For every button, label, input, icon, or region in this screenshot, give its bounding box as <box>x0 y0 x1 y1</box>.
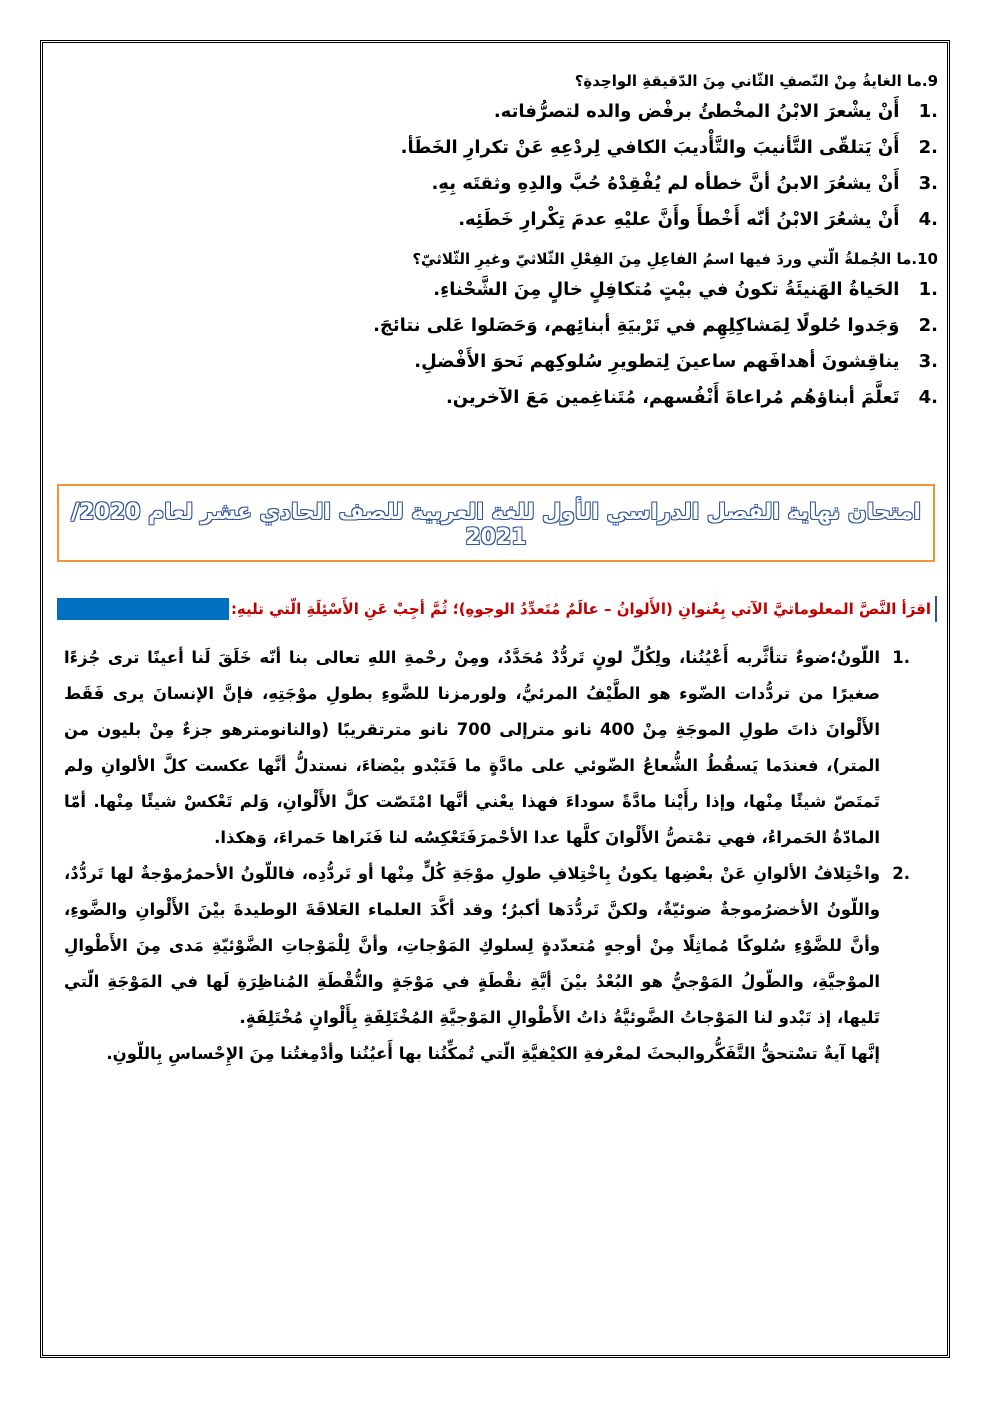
paragraph-number: .2 <box>892 864 910 883</box>
q10-option-1[interactable]: .1 الحَياةُ الهَنيئَةُ تكونُ في بيْتٍ مُتكافِلٍ خالٍ مِنَ الشَّحْناءِ. <box>433 279 938 300</box>
question-10 <box>52 248 938 270</box>
question-number: 9. <box>921 72 938 90</box>
instruction-text: اقرَأ النَّصَّ المعلوماتيَّ الآتي بِعُنوانِ (الأَلوانُ – عالَمٌ مُتَعدِّدُ الوجوهِ)؛ ثُمَّ أجِبْ عَنِ الأَسْئِلَةِ الّتي تليهِ: <box>231 596 937 622</box>
question-9 <box>52 70 938 92</box>
questions-section <box>52 64 938 416</box>
exam-title-box <box>57 484 935 562</box>
passage-paragraph-3: إنَّها آيةٌ تسْتحقُّ التَّفَكُّروالبحثَ لمعْرفةِ الكيْفيَّةِ الّتي تُمكِّنُنا بها أَعيُنُنا وأدْمِغتُنا مِنَ الإِحْساسِ بِاللّونِ. <box>106 1044 880 1063</box>
q9-option-1[interactable]: .1 أَنْ يشْعرَ الابْنُ المخْطئُ برفْض والده لتصرُّفاته. <box>493 101 938 122</box>
q10-option-4[interactable]: .4 تَعلَّمَ أبناؤهُم مُراعاةَ أَنْفُسهم، مُتَناغِمين مَعَ الآخرين. <box>445 387 938 408</box>
passage-paragraph-1: .1 اللّونُ؛ضوءٌ تتأثَّربه أَعْيُنُنا، ولِكُلِّ لونٍ تَردُّدٌ مُحَدَّدٌ، ومِنْ رحْمةِ اللهِ تعالى بنا أنّه خَلَقَ لَنا أعينًا ترى جُزءًا صغيرًا من تردُّدات الضّوء هو الطَّيْفُ المرئيُّ، ولورمزنا للضَّوءِ بطولِ موْجَتِهِ، فإنَّ الإنسانَ يرى فَقَط الأَلْوانَ ذاتَ طولِ الموجَةِ مِنْ 400 نانو مترإلى 700 نانو مترتقريبًا (والنانومترهو جزءٌ مِنْ بليون من المتر)، فعندَما يَسقُطُ الشُّعاعُ الضّوئي على مادَّةٍ ما فَتَبْدو بيْضاءَ، نستدلُّ أنَّها عكست كلَّ الألوانِ ولم تَمتَصّ شيئًا مِنْها، وإذا رأَيْنا مادَّةً سوداءَ فهذا يعْني أنَّها امْتَصّت كلَّ الأَلْوانِ، وَلم تَعْكسْ شيئًا مِنْها. أمّا المادّةُ الحَمراءُ، فهي تمْتصُّ الأَلْوانَ كلَّها عدا الأحْمرَفَتَعْكِسُه لنا فَنَراها حَمراءَ، وَهكذا. <box>64 640 910 856</box>
question-number: 10. <box>911 250 938 268</box>
instruction-bar <box>57 596 937 622</box>
q10-option-3[interactable]: .3 يناقِشونَ أهدافَهم ساعينَ لِتطويرِ سُلوكِهم نَحوَ الأَفْضلِ. <box>414 351 938 372</box>
instruction-bar-fill <box>57 598 229 620</box>
question-text: ما الجُملةُ الّتي وردَ فيها اسمُ الفاعِلِ مِنَ الفِعْلِ الثّلاثيّ وغيرِ الثّلاثيّ؟ <box>412 250 912 268</box>
q9-option-3[interactable]: .3 أَنْ يشعُرَ الابنُ أنَّ خطأه لم يُفْقِدْهُ حُبَّ والدِهِ وثقتَه بِهِ. <box>431 173 938 194</box>
passage-paragraph-2: .2 واخْتِلافُ الألوانِ عَنْ بعْضِها يكونُ بِاخْتِلافِ طولِ موْجَةِ كُلٍّ مِنْها أو تَردُّدِه، فاللّونُ الأحمرُموْجةٌ لها تَردُّدٌ، واللّونُ الأخضرُموجةٌ ضوئيّةٌ، ولكنَّ تَردُّدَها أكبرُ؛ وقد أكَّدَ العلماء العَلاقَةَ الوطيدةَ بيْنَ الأَلْوانِ والضَّوءِ، وأنَّ للضَّوْءِ سُلوكًا مُماثِلًا مِنْ أوجهٍ مُتعدّدةٍ لِسلوكِ المَوْجاتِ، وأنَّ لِلْمَوْجاتِ الضَّوْئيّةِ مَدى مِنَ الأَطْوالِ الموْجيَّةِ، والطّولُ المَوْجيُّ هو البُعْدُ بيْنَ أيَّةِ نقْطَةٍ في مَوْجَةٍ والنُّقْطَةِ المُناظِرَةِ لَها في المَوْجَةِ الّتي تَليها، إذ تَبْدو لنا المَوْجاتُ الضَّوئيَّةُ ذاتُ الأَطْوالِ المَوْجيَّةِ المُخْتَلِفَةِ بِأَلْوانٍ مُخْتَلِفَةٍ. <box>64 856 910 1036</box>
paragraph-number: .1 <box>892 648 910 667</box>
exam-title: امتحان نهاية الفصل الدراسي الأول للغة العربية للصف الحادي عشر لعام 2020/ 2021 <box>71 500 921 550</box>
q9-option-4[interactable]: .4 أَنْ يشعُرَ الابْنُ أنّه أَخْطأَ وأَنَّ عليْهِ عدمَ تِكْرارِ خَطَئِه. <box>458 209 938 230</box>
question-text: ما الغايةُ مِنْ النّصفِ الثّاني مِنَ الدّقيقةِ الواحِدةِ؟ <box>574 72 922 90</box>
reading-passage <box>64 640 910 1072</box>
q9-option-2[interactable]: .2 أَنْ يَتلقّى التَّأنيبَ والتَّأْديبَ الكافي لِردْعِهِ عَنْ تكرارِ الخَطَأ. <box>400 137 938 158</box>
q10-option-2[interactable]: .2 وَجَدوا حُلولًا لِمَشاكِلِهِم في تَرْبيَةِ أبنائِهم، وَحَصَلوا عَلى نتائجَ. <box>373 315 938 336</box>
